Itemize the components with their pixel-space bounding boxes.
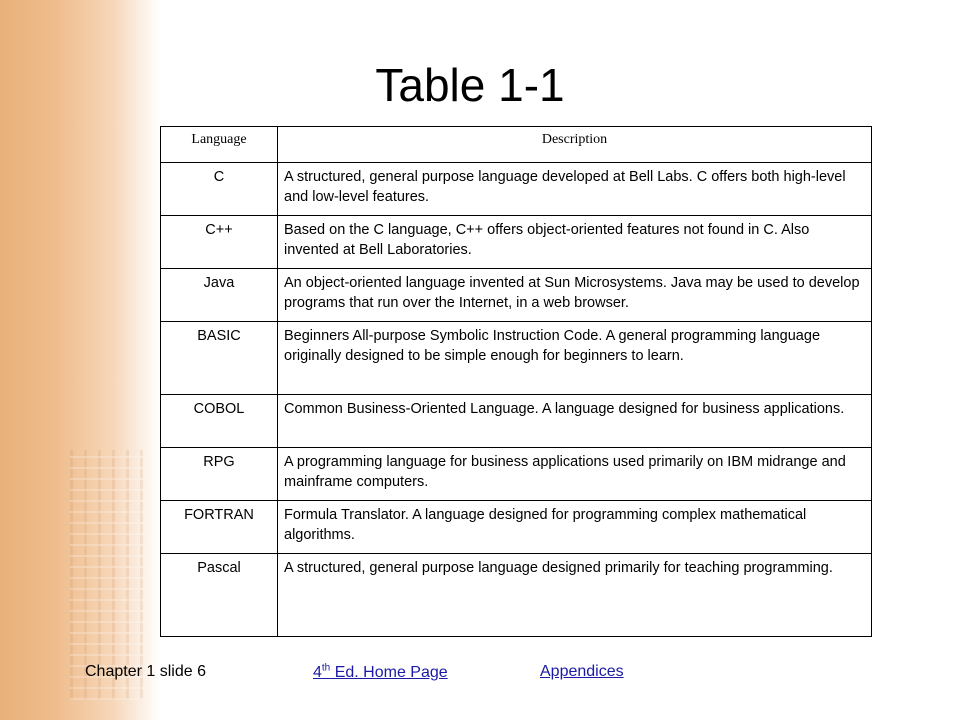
appendices-link[interactable]: Appendices — [540, 663, 624, 680]
slide-number-label: Chapter 1 slide 6 — [85, 663, 206, 680]
description-cell: Beginners All-purpose Symbolic Instruction Code. A general programming language originally designed to be simple enough for beginners to learn. — [278, 322, 872, 395]
home-link-number: 4 — [313, 664, 322, 682]
description-cell: Formula Translator. A language designed for programming complex mathematical algorithms. — [278, 501, 872, 554]
description-cell: A structured, general purpose language designed primarily for teaching programming. — [278, 554, 872, 637]
table-row — [161, 269, 872, 322]
language-table — [160, 126, 872, 637]
language-cell: RPG — [161, 448, 278, 501]
home-link-text: Ed. Home Page — [330, 664, 448, 682]
home-page-link-wrap — [313, 663, 448, 682]
language-cell: C++ — [161, 216, 278, 269]
language-cell: BASIC — [161, 322, 278, 395]
table-container — [160, 126, 871, 637]
description-cell: Common Business-Oriented Language. A language designed for business applications. — [278, 395, 872, 448]
table-header-row — [161, 127, 872, 163]
table-row — [161, 395, 872, 448]
header-language: Language — [161, 127, 278, 163]
table-row — [161, 501, 872, 554]
language-cell: C — [161, 163, 278, 216]
table-row — [161, 448, 872, 501]
home-link-superscript: th — [321, 663, 331, 674]
table-row — [161, 554, 872, 637]
description-cell: A structured, general purpose language developed at Bell Labs. C offers both high-level and low-level features. — [278, 163, 872, 216]
table-row — [161, 216, 872, 269]
description-cell: An object-oriented language invented at Sun Microsystems. Java may be used to develop programs that run over the Internet, in a web browser. — [278, 269, 872, 322]
table-row — [161, 163, 872, 216]
language-cell: Java — [161, 269, 278, 322]
language-cell: Pascal — [161, 554, 278, 637]
description-cell: A programming language for business applications used primarily on IBM midrange and mainframe computers. — [278, 448, 872, 501]
home-page-link[interactable] — [313, 664, 448, 681]
language-cell: FORTRAN — [161, 501, 278, 554]
header-description: Description — [278, 127, 872, 163]
language-cell: COBOL — [161, 395, 278, 448]
description-cell: Based on the C language, C++ offers object-oriented features not found in C. Also invented at Bell Laboratories. — [278, 216, 872, 269]
slide-title: Table 1-1 — [375, 59, 565, 111]
table-row — [161, 322, 872, 395]
appendices-link-wrap — [540, 663, 624, 681]
